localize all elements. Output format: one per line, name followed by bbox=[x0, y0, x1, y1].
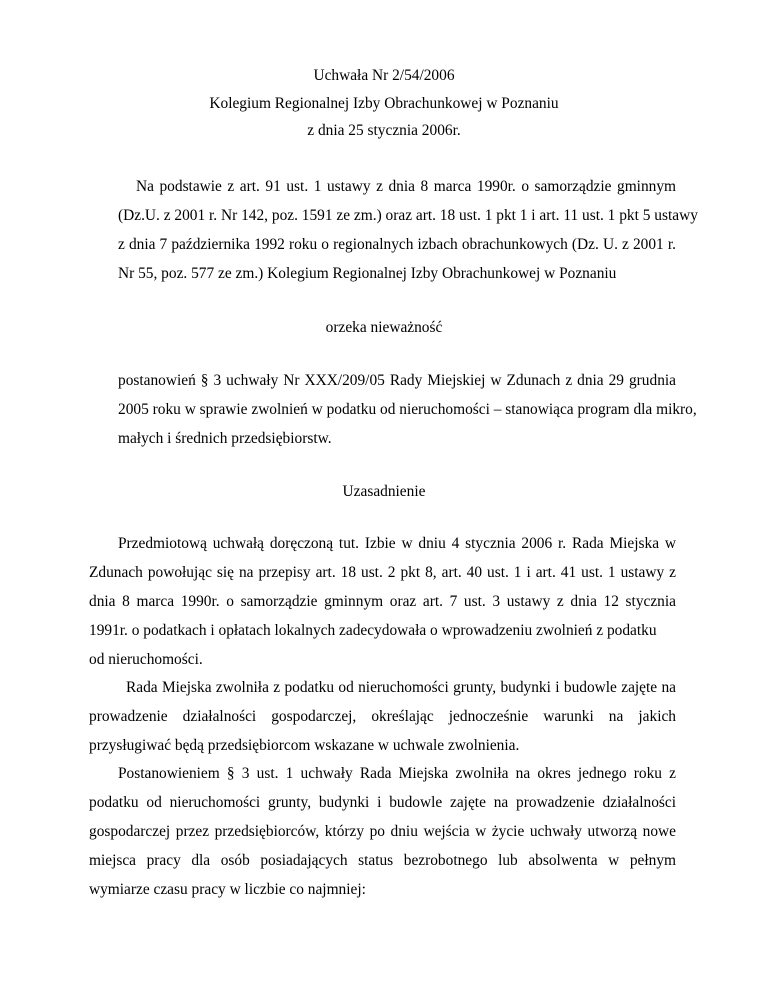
paragraph-line: Rada Miejska zwolniła z podatku od nieruchomości grunty, budynki i budowle zajęte na bbox=[126, 679, 676, 696]
justification-heading: Uzasadnienie bbox=[342, 483, 426, 500]
ruling-line: małych i średnich przedsiębiorstw. bbox=[118, 430, 332, 447]
paragraph-line: 1991r. o podatkach i opłatach lokalnych zadecydowała o wprowadzeniu zwolnień z podatku bbox=[89, 622, 657, 639]
paragraph-line: od nieruchomości. bbox=[89, 651, 203, 668]
resolution-date: z dnia 25 stycznia 2006r. bbox=[307, 122, 461, 139]
paragraph-line: wymiarze czasu pracy w liczbie co najmniej: bbox=[89, 881, 366, 898]
preamble-line: Na podstawie z art. 91 ust. 1 ustawy z dnia 8 marca 1990r. o samorządzie gminnym bbox=[136, 178, 676, 195]
ruling-line: 2005 roku w sprawie zwolnień w podatku od nieruchomości – stanowiąca program dla mikro, bbox=[118, 401, 697, 418]
preamble-line: Nr 55, poz. 577 ze zm.) Kolegium Regionalnej Izby Obrachunkowej w Poznaniu bbox=[118, 265, 617, 282]
paragraph-line: Przedmiotową uchwałą doręczoną tut. Izbie w dniu 4 stycznia 2006 r. Rada Miejska w bbox=[118, 535, 676, 552]
paragraph-line: miejsca pracy dla osób posiadających status bezrobotnego lub absolwenta w pełnym bbox=[89, 852, 676, 869]
preamble-line: (Dz.U. z 2001 r. Nr 142, poz. 1591 ze zm.) oraz art. 18 ust. 1 pkt 1 i art. 11 ust. 1 pkt 5 ustawy bbox=[118, 207, 698, 224]
ruling-heading: orzeka nieważność bbox=[325, 319, 443, 336]
paragraph-line: podatku od nieruchomości grunty, budynki i budowle zajęte na prowadzenie działalności bbox=[89, 794, 676, 811]
resolution-title: Uchwała Nr 2/54/2006 bbox=[313, 67, 455, 84]
ruling-line: postanowień § 3 uchwały Nr XXX/209/05 Rady Miejskiej w Zdunach z dnia 29 grudnia bbox=[118, 372, 676, 389]
paragraph-line: prowadzenie działalności gospodarczej, określając jednocześnie warunki na jakich bbox=[89, 708, 676, 725]
paragraph-line: Zdunach powołując się na przepisy art. 18 ust. 2 pkt 8, art. 40 ust. 1 i art. 41 ust. 1 ustawy z bbox=[89, 564, 676, 581]
paragraph-line: gospodarczej przez przedsiębiorców, którzy po dniu wejścia w życie uchwały utworzą nowe bbox=[89, 823, 676, 840]
paragraph-line: Postanowieniem § 3 ust. 1 uchwały Rada Miejska zwolniła na okres jednego roku z bbox=[118, 765, 676, 782]
paragraph-line: przysługiwać będą przedsiębiorcom wskazane w uchwale zwolnienia. bbox=[89, 737, 520, 754]
issuing-body: Kolegium Regionalnej Izby Obrachunkowej w Poznaniu bbox=[209, 95, 559, 112]
paragraph-line: dnia 8 marca 1990r. o samorządzie gminnym oraz art. 7 ust. 3 ustawy z dnia 12 stycznia bbox=[89, 593, 676, 610]
preamble-line: z dnia 7 października 1992 roku o regionalnych izbach obrachunkowych (Dz. U. z 2001 r. bbox=[118, 236, 676, 253]
